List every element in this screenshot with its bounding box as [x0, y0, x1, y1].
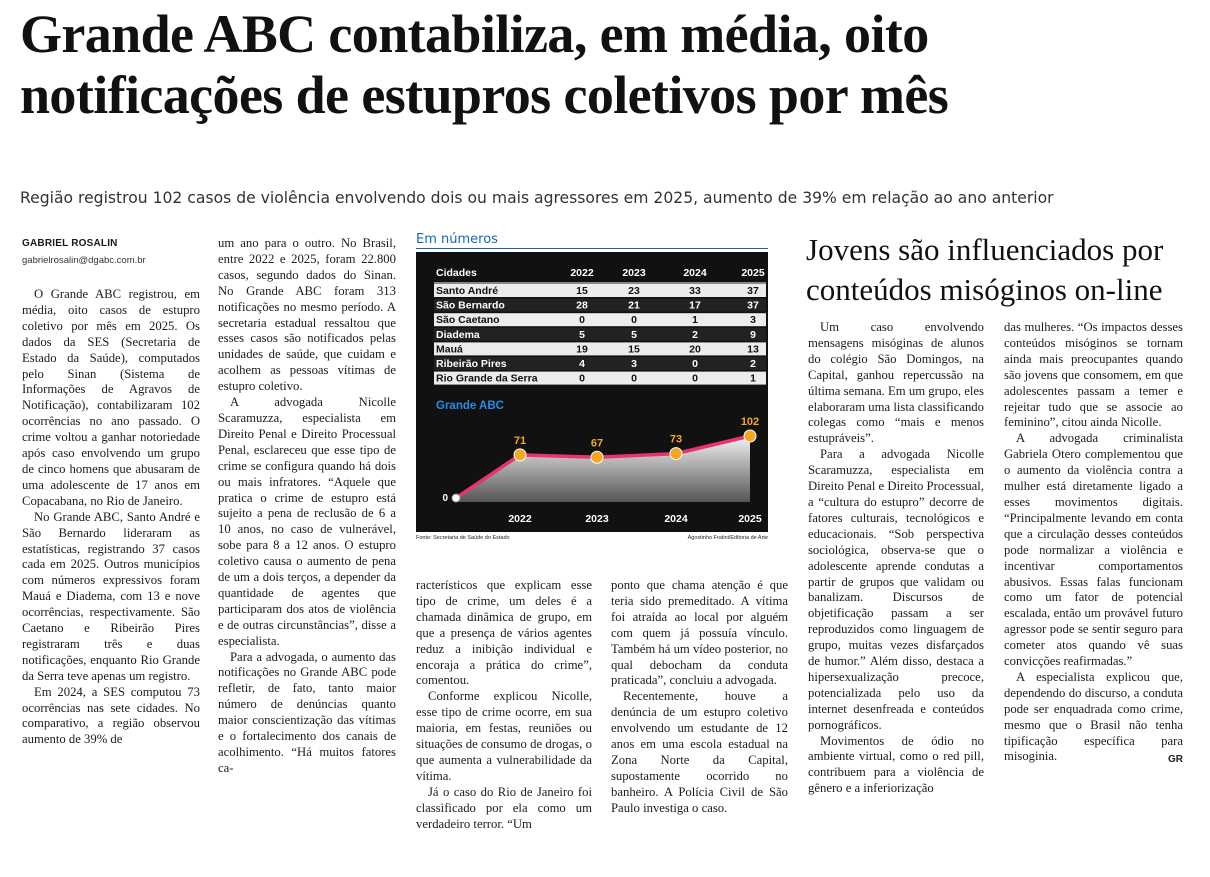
paragraph: ponto que chama atenção é que teria sido premeditado. A vítima foi atraída ao local por alguém com quem já possuía vínculo. Também há um vídeo posterior, no qual debocham da conduta praticada”, concluiu a advogada.	[611, 578, 788, 688]
table-cell: 0	[631, 372, 637, 385]
article-column-3	[416, 578, 592, 833]
article-column-4	[611, 578, 788, 817]
table-cell: 5	[631, 328, 637, 341]
table-cell: 0	[579, 314, 585, 327]
table-cell: 20	[689, 343, 701, 356]
infographic-svg	[416, 252, 768, 532]
table-row-band	[434, 342, 766, 355]
paragraph: das mulheres. “Os impactos desses conteúdos misóginos se tornam ainda mais preocupantes quando são jovens que consomem, em que adolescentes passam a temer e rejeitar tudo que se associe ao feminino”, citou ainda Nicolle.	[1004, 320, 1183, 430]
paragraph: Recentemente, houve a denúncia de um estupro coletivo envolvendo um estudante de 12 anos em uma escola estadual na Zona Norte da Capital, supostamente ocorrido no banheiro. A Polícia Civil de São Paulo investiga o caso.	[611, 689, 788, 815]
author-name: GABRIEL ROSALIN	[22, 238, 118, 249]
table-cell: 5	[579, 328, 585, 341]
chart-point	[670, 448, 682, 460]
table-cell: 17	[689, 299, 701, 312]
table-cell: Diadema	[436, 328, 480, 341]
chart-title: Grande ABC	[436, 400, 504, 412]
paragraph: Conforme explicou Nicolle, esse tipo de crime ocorre, em sua maioria, em festas, reuniões ou situações de consumo de drogas, o que aumenta a vulnerabilidade da vítima.	[416, 689, 592, 783]
table-cell: 2	[750, 358, 756, 370]
chart-data-label: 73	[669, 433, 683, 446]
table-cell: São Bernardo	[436, 299, 505, 312]
table-cell: Mauá	[436, 343, 463, 356]
chart-data-label: 67	[590, 437, 604, 450]
table-cell: 0	[631, 314, 637, 327]
table-header-cell: 2022	[570, 267, 594, 279]
table-cell: 0	[692, 372, 698, 385]
chart-point	[591, 451, 603, 463]
table-cell: 15	[628, 343, 640, 356]
table-cell: 15	[576, 285, 588, 297]
sidebar-column-2	[1004, 320, 1183, 768]
chart-data-label: 0	[442, 493, 448, 504]
article-column-1	[22, 287, 200, 748]
paragraph: Para a advogada Nicolle Scaramuzza, especialista em Direito Penal e Direito Processual, a “cultura do estupro” decorre de fatores culturais, tecnológicos e educacionais. “Sob perspectiva sociológica, observa-se que o adolescente aprende condutas a partir de grupos que validam ou banalizam. Discursos de objetificação passam a ser reproduzidos como linguagem de grupo, muitas vezes disfarçados de humor.” Além disso, destaca a hipersexualização precoce, potencializada pelo uso da internet desenfreada e conteúdos pornográficos.	[808, 447, 984, 732]
byline	[22, 238, 207, 266]
table-cell: 4	[579, 358, 585, 370]
article-column-2	[218, 236, 396, 777]
author-signature: GR	[1168, 754, 1183, 766]
author-email[interactable]: gabrielrosalin@dgabc.com.br	[22, 255, 146, 266]
infographic-label: Em números	[416, 232, 768, 249]
chart-x-tick-label: 2024	[664, 513, 688, 525]
chart-x-tick-label: 2023	[585, 513, 609, 525]
table-cell: Santo André	[436, 285, 499, 297]
chart-point	[744, 430, 756, 442]
table-header-cell: 2025	[741, 267, 765, 279]
table-cell: 1	[750, 372, 756, 385]
table-cell: 2	[692, 328, 698, 341]
paragraph: O Grande ABC registrou, em média, oito casos de estupro coletivo por mês em 2025. Os dados da SES (Secretaria de Estado da Saúde), computados pelo Sinan (Sistema de Informações de Agravos de Notificação), contabilizaram 102 ocorrências no ano passado. O crime voltou a ganhar notoriedade após caso envolvendo um grupo de cinco homens que abusaram de uma adolescente de 17 anos em Copacabana, no Rio de Janeiro.	[22, 287, 200, 508]
table-cell: 0	[692, 358, 698, 370]
table-cell: 28	[576, 299, 588, 312]
source-note: Fonte: Secretaria de Saúde do Estado	[416, 535, 510, 541]
paragraph: Já o caso do Rio de Janeiro foi classificado por ela como um verdadeiro terror. “Um	[416, 784, 592, 831]
paragraph: Para a advogada, o aumento das notificações no Grande ABC pode refletir, de fato, tanto maior número de denúncias quanto maior conscientização das vítimas e o fortalecimento dos canais de acolhimento. “Há muitos fatores ca-	[218, 649, 396, 775]
paragraph	[1004, 670, 1183, 765]
table-cell: 33	[689, 285, 701, 297]
table-cell: 0	[579, 372, 585, 385]
table-cell: 19	[576, 343, 588, 356]
infographic-box	[416, 252, 768, 532]
table-cell: São Caetano	[436, 314, 500, 327]
table-cell: 23	[628, 285, 640, 297]
paragraph: Um caso envolvendo mensagens misóginas de alunos do colégio São Domingos, na Capital, ganhou repercussão na última semana. Em um grupo, eles elaboraram uma lista classificando colegas como “mais e menos estupráveis”.	[808, 320, 984, 446]
table-header-cell: 2023	[622, 267, 646, 279]
chart-point	[452, 494, 460, 502]
chart-data-label: 102	[740, 416, 760, 428]
paragraph: A advogada criminalista Gabriela Otero complementou que o aumento da violência contra a mulher está diretamente ligado a esses movimentos digitais. “Principalmente levando em conta que a circulação desses conteúdos pode normalizar a violência e incentivar comportamentos abusivos. Essas falas funcionam como um fator de potencial escalada, então um provável futuro agressor pode se sentir seguro para cometer atos quando vê suas convicções reafirmadas.”	[1004, 431, 1183, 669]
table-cell: 3	[750, 314, 756, 327]
paragraph-text: A especialista explicou que, dependendo do discurso, a conduta pode ser enquadrada como crime, mesmo que o Brasil não tenha tipificação específica para misoginia.	[1004, 669, 1183, 764]
paragraph: Em 2024, a SES computou 73 ocorrências nas sete cidades. No comparativo, a região observou aumento de 39% de	[22, 684, 200, 747]
chart-x-tick-label: 2025	[738, 513, 762, 525]
sidebar-title: Jovens são influenciados por conteúdos misóginos on-line	[806, 232, 1164, 307]
paragraph: No Grande ABC, Santo André e São Bernardo lideraram as estatísticas, registrando 37 casos cada em 2025. Outros municípios com números expressivos foram Mauá e Diadema, com 13 e nove ocorrências, respectivamente. São Caetano e Ribeirão Pires registraram três e duas notificações, enquanto Rio Grande da Serra teve apenas um registro.	[22, 509, 200, 683]
headline: Grande ABC contabiliza, em média, oito notificações de estupros coletivos por mês	[20, 4, 949, 125]
table-cell: 13	[747, 343, 759, 356]
table-row-band	[434, 328, 766, 341]
table-header-cell: 2024	[683, 267, 707, 279]
table-cell: Ribeirão Pires	[436, 358, 507, 370]
table-cell: 37	[747, 299, 759, 312]
art-credit: Agostinho Fratini/Editoria de Arte	[687, 535, 768, 541]
table-cell: 3	[631, 358, 637, 370]
paragraph: Movimentos de ódio no ambiente virtual, como o red pill, contribuem para a violência de gênero e a inferiorização	[808, 733, 984, 796]
table-cell: 1	[692, 314, 698, 327]
table-cell: 9	[750, 328, 756, 341]
paragraph: um ano para o outro. No Brasil, entre 2022 e 2025, foram 22.800 casos, segundo dados do Sinan. No Grande ABC foram 313 notificações no mesmo período. A secretaria estadual ressaltou que esses casos são notificados pelas unidades de saúde, que cuidam e acolhem as pessoas vítimas de estupro coletivo.	[218, 236, 396, 394]
table-cell: Rio Grande da Serra	[436, 372, 538, 385]
subheadline: Região registrou 102 casos de violência envolvendo dois ou mais agressores em 2025, aumento de 39% em relação ao ano anterior	[20, 189, 1054, 207]
chart-x-tick-label: 2022	[508, 513, 532, 525]
chart-point	[514, 449, 526, 461]
paragraph: racterísticos que explicam esse tipo de crime, um deles é a chamada dinâmica de grupo, em que a presença de vários agentes reduz a inibição individual e encoraja a prática do crime”, comentou.	[416, 578, 592, 688]
paragraph: A advogada Nicolle Scaramuzza, especialista em Direito Penal e Direito Processual Penal, esclareceu que esse tipo de crime se configura quando há dois ou mais infratores. “Aquele que pratica o crime de estupro está sujeito a pena de reclusão de 6 a 10 anos, no caso de vulnerável, sobe para 8 a 12 anos. O estupro coletivo causa o aumento de pena de um a dois terços, a depender da quantidade de agentes que participaram dos atos de violência e de outras circunstâncias”, disse a especialista.	[218, 395, 396, 648]
chart-data-label: 71	[513, 434, 527, 447]
table-cell: 21	[628, 299, 640, 312]
sidebar-column-1	[808, 320, 984, 797]
table-header-cell: Cidades	[436, 267, 477, 279]
table-cell: 37	[747, 285, 759, 297]
